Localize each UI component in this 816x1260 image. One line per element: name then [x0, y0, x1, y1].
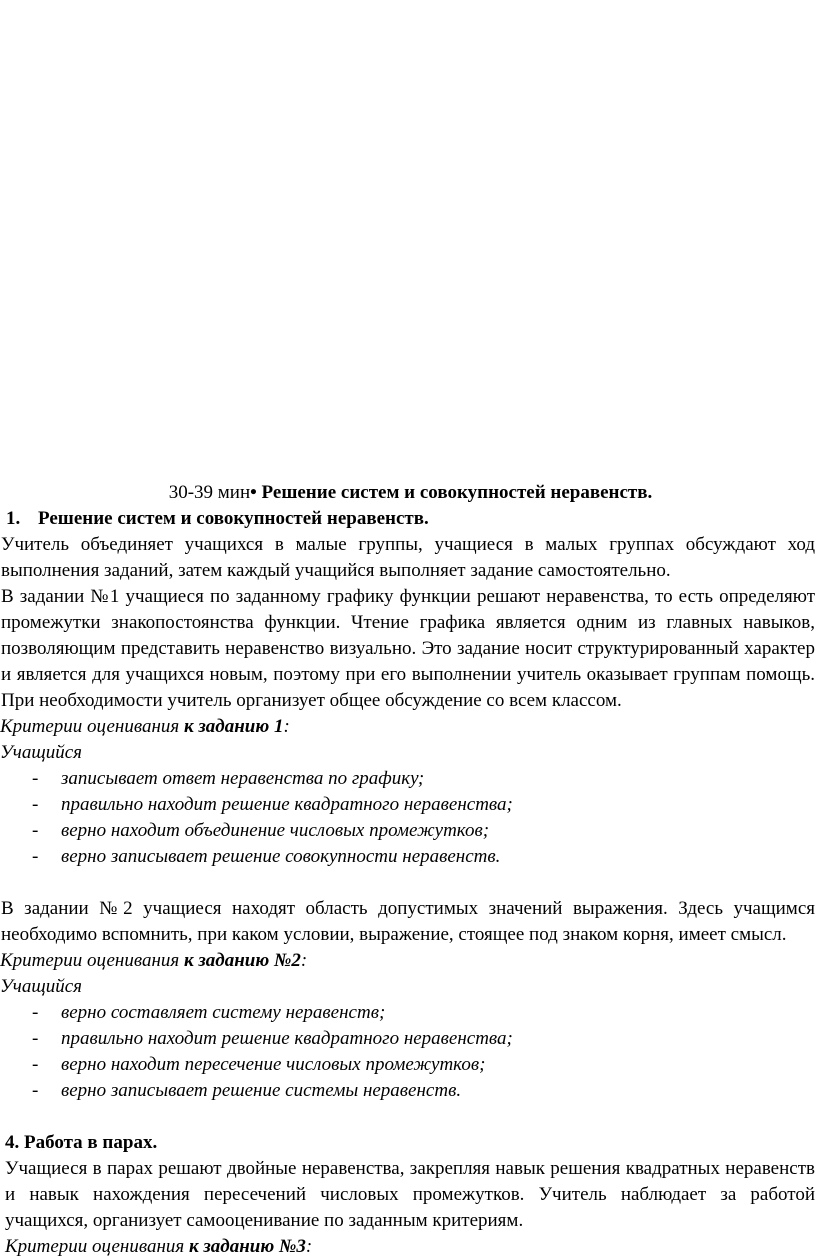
criteria-1-prefix: Критерии оценивания — [0, 716, 184, 737]
criteria-1-subject: Учащийся — [0, 742, 82, 763]
criteria-1-target: к заданию 1 — [183, 716, 284, 737]
criteria-2-suffix: : — [300, 950, 308, 971]
dash-marker: - — [32, 846, 39, 867]
stage-time: 30-39 мин — [168, 482, 251, 503]
task-1-description: В задании №1 учащиеся по заданному графику функции решают неравенства, то есть определяют промежутки знакопостоянства функции. Чтение графика является одним из главных навыков, позволяющим представить неравенство визуально. Это задание носит структурированный характер и является для учащихся новым, поэтому при его выполнении учитель оказывает группам помощь. При необходимости учитель организует общее обсуждение со всем классом. — [1, 586, 815, 711]
list-item — [0, 766, 816, 792]
criteria-2-list — [0, 1000, 816, 1104]
criteria-1-suffix: : — [283, 716, 290, 737]
criteria-2-prefix: Критерии оценивания — [0, 950, 184, 971]
criteria-3-prefix: Критерии оценивания — [5, 1236, 189, 1257]
list-item — [0, 792, 816, 818]
list-item — [0, 1078, 816, 1104]
document-body — [0, 480, 816, 1260]
criteria-2-heading — [0, 948, 816, 974]
spacer — [0, 1104, 816, 1130]
criteria-text: верно находит объединение числовых промежутков; — [61, 820, 490, 841]
section-1-title: Решение систем и совокупностей неравенств. — [38, 508, 429, 529]
criteria-1-list — [0, 766, 816, 870]
list-item — [0, 844, 816, 870]
criteria-2-subject: Учащийся — [0, 976, 82, 997]
criteria-2-target: к заданию №2 — [183, 950, 301, 971]
dash-marker: - — [32, 820, 39, 841]
bullet-icon: • — [250, 482, 257, 503]
dash-marker: - — [32, 1080, 39, 1101]
criteria-text: верно составляет систему неравенств; — [61, 1002, 386, 1023]
dash-marker: - — [32, 1028, 39, 1049]
dash-marker: - — [32, 1002, 39, 1023]
dash-marker: - — [32, 794, 39, 815]
criteria-text: правильно находит решение квадратного неравенства; — [61, 794, 513, 815]
criteria-text: верно записывает решение системы неравенств. — [61, 1080, 462, 1101]
spacer — [0, 870, 816, 896]
dash-marker: - — [32, 768, 39, 789]
section-4-text: Учащиеся в парах решают двойные неравенства, закрепляя навык решения квадратных неравенств и навык нахождения пересечений числовых промежутков. Учитель наблюдает за работой учащихся, организует самооценивание по заданным критериям. — [5, 1158, 815, 1231]
section-1-number: 1. — [6, 508, 21, 529]
task-2-description: В задании №2 учащиеся находят область допустимых значений выражения. Здесь учащимся необходимо вспомнить, при каком условии, выражение, стоящее под знаком корня, имеет смысл. — [1, 898, 815, 945]
criteria-text: записывает ответ неравенства по графику; — [61, 768, 425, 789]
list-item — [0, 1026, 816, 1052]
section-4-heading: 4. Работа в парах. — [5, 1132, 158, 1153]
criteria-1-heading — [0, 714, 816, 740]
section-1-heading — [0, 506, 816, 532]
criteria-3-suffix: : — [305, 1236, 313, 1257]
lesson-stage-heading — [0, 480, 816, 506]
section-1-intro: Учитель объединяет учащихся в малые группы, учащиеся в малых группах обсуждают ход выполнения заданий, затем каждый учащийся выполняет задание самостоятельно. — [1, 534, 815, 581]
criteria-3-heading — [0, 1234, 816, 1260]
list-item — [0, 818, 816, 844]
stage-title: Решение систем и совокупностей неравенств. — [261, 482, 653, 503]
list-item — [0, 1000, 816, 1026]
list-item — [0, 1052, 816, 1078]
criteria-3-target: к заданию №3 — [188, 1236, 306, 1257]
dash-marker: - — [32, 1054, 39, 1075]
criteria-text: правильно находит решение квадратного неравенства; — [61, 1028, 513, 1049]
criteria-text: верно записывает решение совокупности неравенств. — [61, 846, 501, 867]
criteria-text: верно находит пересечение числовых промежутков; — [61, 1054, 486, 1075]
